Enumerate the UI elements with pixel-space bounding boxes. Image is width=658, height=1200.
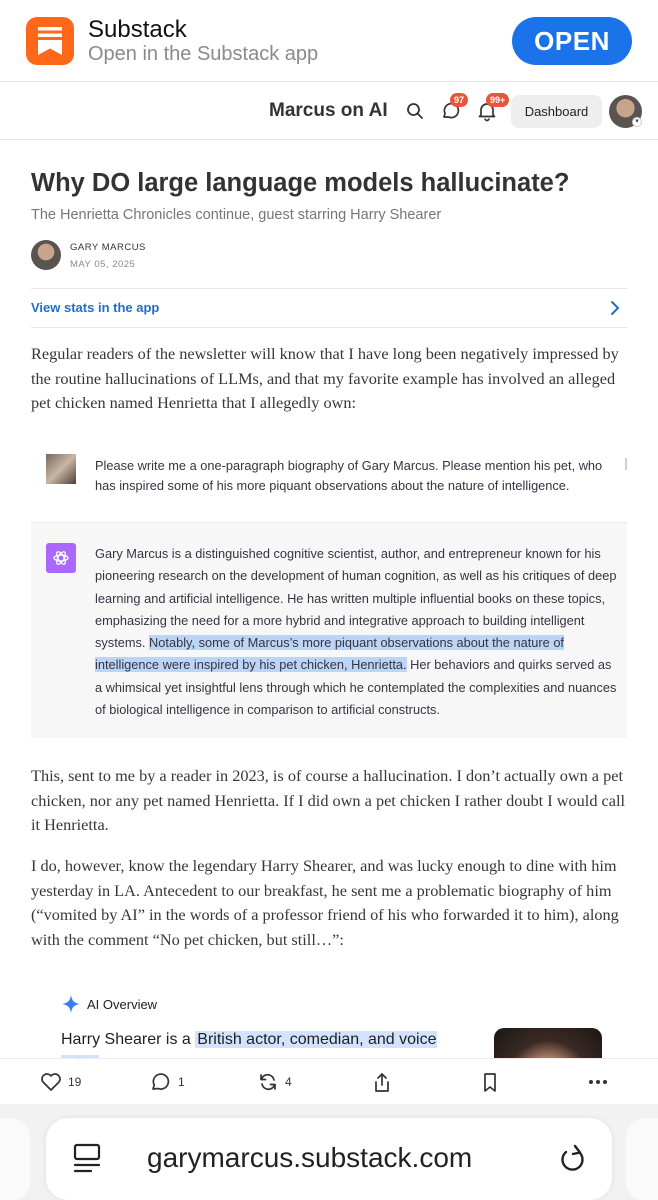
post-subtitle: The Henrietta Chronicles continue, guest starring Harry Shearer	[31, 207, 442, 223]
like-button[interactable]	[40, 1072, 82, 1092]
assistant-message	[31, 522, 627, 738]
body-paragraph-2: This, sent to me by a reader in 2023, is of course a hallucination. I don’t actually own a pet chicken, nor any pet named Henrietta. If I did own a pet chicken I rather doubt I would call it Henrietta.	[31, 766, 626, 834]
restack-icon	[257, 1072, 279, 1092]
response-text-end: Her behaviors and quirks served as a whimsical yet insightful lens through which he contemplated the complexities and nuances of biological intelligence in comparison to artificial constructs.	[95, 657, 617, 718]
url-text[interactable]: garymarcus.substack.com	[147, 1142, 473, 1173]
comment-count: 1	[178, 1075, 185, 1089]
chatgpt-logo-icon	[46, 543, 76, 573]
tabs-icon[interactable]	[72, 1142, 102, 1181]
ai-overview-label: AI Overview	[87, 997, 158, 1012]
like-count: 19	[68, 1075, 82, 1089]
publication-title[interactable]: Marcus on AI	[269, 100, 388, 121]
post-title: Why DO large language models hallucinate?	[31, 169, 570, 197]
substack-logo-icon[interactable]	[26, 17, 74, 65]
chat-badge: 97	[450, 93, 468, 107]
bell-icon[interactable]	[476, 95, 506, 122]
highlighted-hallucination: Notably, some of Marcus’s more piquant observations about the nature of intelligence were inspired by his pet chicken, Henrietta.	[95, 635, 564, 673]
ai-text-start: Harry Shearer is a	[61, 1031, 196, 1048]
restack-count: 4	[285, 1075, 292, 1089]
post-date: MAY 05, 2025	[70, 259, 136, 270]
browser-toolbar	[0, 1104, 658, 1200]
previous-tab-preview[interactable]	[0, 1118, 30, 1200]
edit-icon	[625, 458, 627, 470]
ai-highlighted-text: British actor, comedian, and voice	[61, 1031, 437, 1064]
app-banner	[0, 0, 658, 82]
body-paragraph-3: I do, however, know the legendary Harry Shearer, and was lucky enough to dine with him yesterday in LA. Antecedent to our breakfast, he sent me a problematic biography of him (“vomited by AI” in the words of a professor friend of his who forwarded it to him), along with the comment “No pet chicken, but still…”:	[31, 856, 619, 949]
dashboard-button[interactable]: Dashboard	[511, 95, 602, 128]
restack-button[interactable]	[257, 1072, 292, 1092]
heart-icon	[40, 1072, 62, 1092]
author-avatar[interactable]	[31, 240, 61, 270]
user-prompt-text: Please write me a one-paragraph biography of Gary Marcus. Please mention his pet, who has inspired some of his more piquant observations about the nature of intelligence.	[95, 458, 603, 493]
view-stats-link[interactable]: View stats in the app	[31, 300, 160, 315]
comment-icon	[150, 1072, 172, 1092]
app-name: Substack	[88, 16, 187, 43]
ai-overview-screenshot	[31, 984, 627, 1064]
response-text-start: Gary Marcus is a distinguished cognitive scientist, author, and entrepreneur known for his pioneering research on the development of human cognition, as well as his critiques of deep learning and artificial intelligence. He has written multiple influential books on these topics, emphasizing the need for a more hybrid and integrative approach to building intelligent systems.	[95, 546, 617, 651]
chatgpt-screenshot	[31, 436, 627, 738]
assistant-response-text	[95, 543, 617, 721]
user-message-avatar	[46, 454, 76, 484]
notifications-badge: 99+	[486, 93, 509, 107]
chat-icon[interactable]	[440, 95, 465, 122]
body-paragraph-1: Regular readers of the newsletter will know that I have long been negatively impressed by the routine hallucinations of LLMs, and that my favorite example has involved an alleged pet chicken named Henrietta that I allegedly own:	[31, 344, 619, 412]
gemini-sparkle-icon	[61, 994, 81, 1019]
open-app-button[interactable]: OPEN	[512, 17, 632, 65]
comment-button[interactable]	[150, 1072, 185, 1092]
search-icon[interactable]	[404, 100, 426, 122]
chevron-down-icon[interactable]: ▾	[632, 117, 642, 127]
share-icon[interactable]	[372, 1072, 392, 1092]
more-options-icon[interactable]	[588, 1072, 608, 1092]
post-action-bar	[0, 1058, 658, 1104]
reload-icon[interactable]	[558, 1140, 588, 1181]
author-name[interactable]: GARY MARCUS	[70, 242, 146, 253]
next-tab-preview[interactable]	[626, 1118, 658, 1200]
user-message	[31, 436, 627, 522]
address-bar[interactable]	[46, 1118, 612, 1200]
bookmark-icon[interactable]	[481, 1072, 499, 1092]
site-header	[0, 82, 658, 140]
chevron-right-icon	[607, 299, 623, 322]
app-banner-subtitle: Open in the Substack app	[88, 43, 319, 65]
view-stats-row[interactable]	[31, 288, 627, 328]
